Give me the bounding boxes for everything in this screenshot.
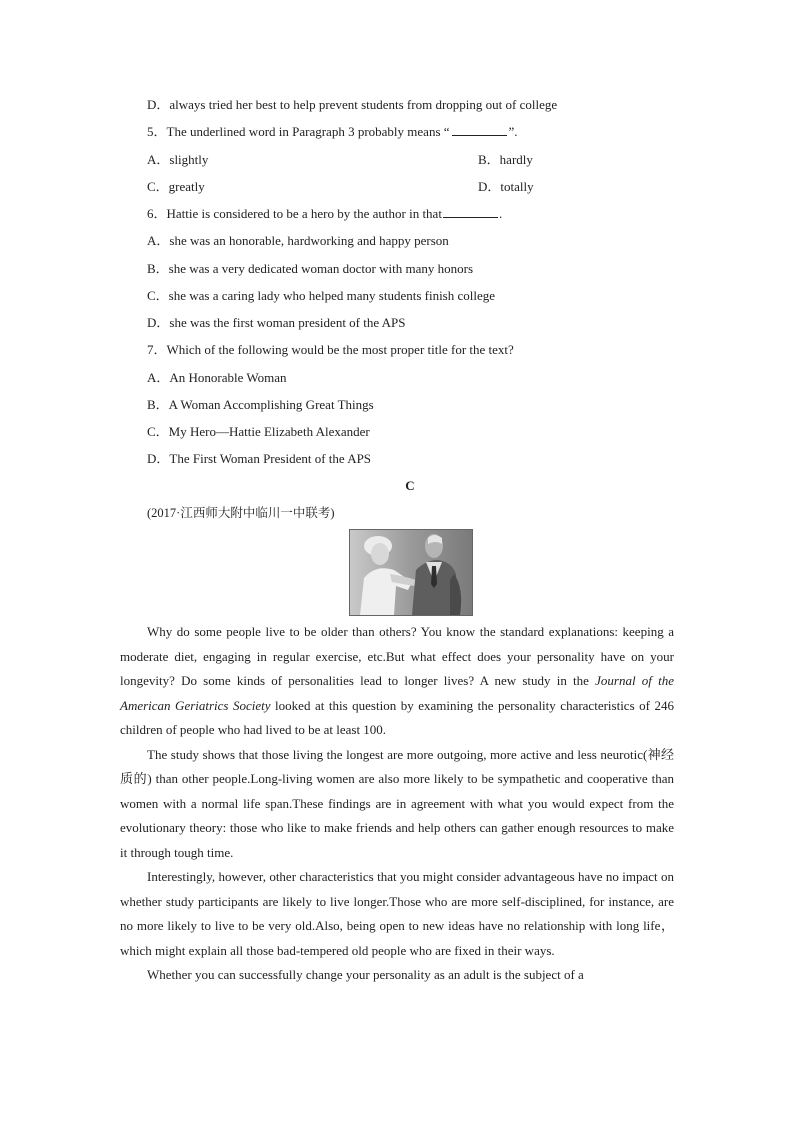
source-note: (2017·江西师大附中临川一中联考) — [147, 506, 335, 520]
q7-option-a: A．An Honorable Woman — [147, 370, 287, 385]
answer-blank — [443, 206, 498, 218]
paragraph-2: The study shows that those living the longest are more outgoing, more active and less neurotic(神经质的) than other people.Long-living women are also more likely to be sympathetic and cooperative than women with a normal life span.These findings are in agreement with what you would expect from the evolutionary theory: those who like to make friends and help others can gather enough resources to make it through tough time. — [120, 746, 674, 860]
q7-stem: 7．Which of the following would be the most proper title for the text? — [147, 342, 514, 357]
q6-stem-text: 6．Hattie is considered to be a hero by the author in that — [147, 206, 442, 221]
q5-option-b: B．hardly — [478, 152, 533, 167]
passage — [120, 620, 674, 988]
answer-blank — [452, 124, 507, 136]
paragraph-1-text-b: looked at this question by examining the personality characteristics of 246 children of people who had lived to be at least 100. — [120, 697, 674, 737]
q6-stem-end: . — [498, 206, 503, 221]
q5-stem-end: ”. — [508, 124, 518, 139]
q6-option-a: A．she was an honorable, hardworking and happy person — [147, 233, 449, 248]
paragraph-1 — [120, 620, 674, 743]
q6-option-c: C．she was a caring lady who helped many students finish college — [147, 288, 496, 303]
photo-illustration — [350, 530, 472, 615]
q5-option-a: A．slightly — [147, 152, 209, 167]
q5-stem-text: 5．The underlined word in Paragraph 3 probably means “ — [147, 124, 450, 139]
paragraph-3: Interestingly, however, other characteristics that you might consider advantageous have no impact on whether study participants are likely to live longer.Those who are more self-disciplined, for instance, are no more likely to live to be very old.Also, being open to new ideas have no relationship with long life，which might explain all those bad-tempered old people who are fixed in their ways. — [120, 869, 674, 958]
paragraph-1-text-a: Why do some people live to be older than others? You know the standard explanations: keeping a moderate diet, engaging in regular exercise, etc.But what effect does your personality have on your longevity? Do some kinds of personalities lead to longer lives? A new study in the — [120, 624, 674, 688]
q5-stem — [147, 124, 518, 140]
q7-option-c: C．My Hero—Hattie Elizabeth Alexander — [147, 424, 370, 439]
q6-option-d: D．she was the first woman president of the APS — [147, 315, 406, 330]
q4-option-d: D．always tried her best to help prevent students from dropping out of college — [147, 97, 558, 112]
q6-stem — [147, 206, 502, 222]
paragraph-4: Whether you can successfully change your personality as an adult is the subject of a — [147, 967, 584, 982]
elderly-couple-photo — [349, 529, 473, 616]
q6-option-b: B．she was a very dedicated woman doctor with many honors — [147, 261, 474, 276]
q7-option-d: D．The First Woman President of the APS — [147, 451, 372, 466]
q5-option-d: D．totally — [478, 179, 534, 194]
q7-option-b: B．A Woman Accomplishing Great Things — [147, 397, 374, 412]
q5-option-c: C．greatly — [147, 179, 205, 194]
journal-title: Journal of the American Geriatrics Society — [120, 673, 674, 713]
section-heading: C — [405, 478, 415, 493]
